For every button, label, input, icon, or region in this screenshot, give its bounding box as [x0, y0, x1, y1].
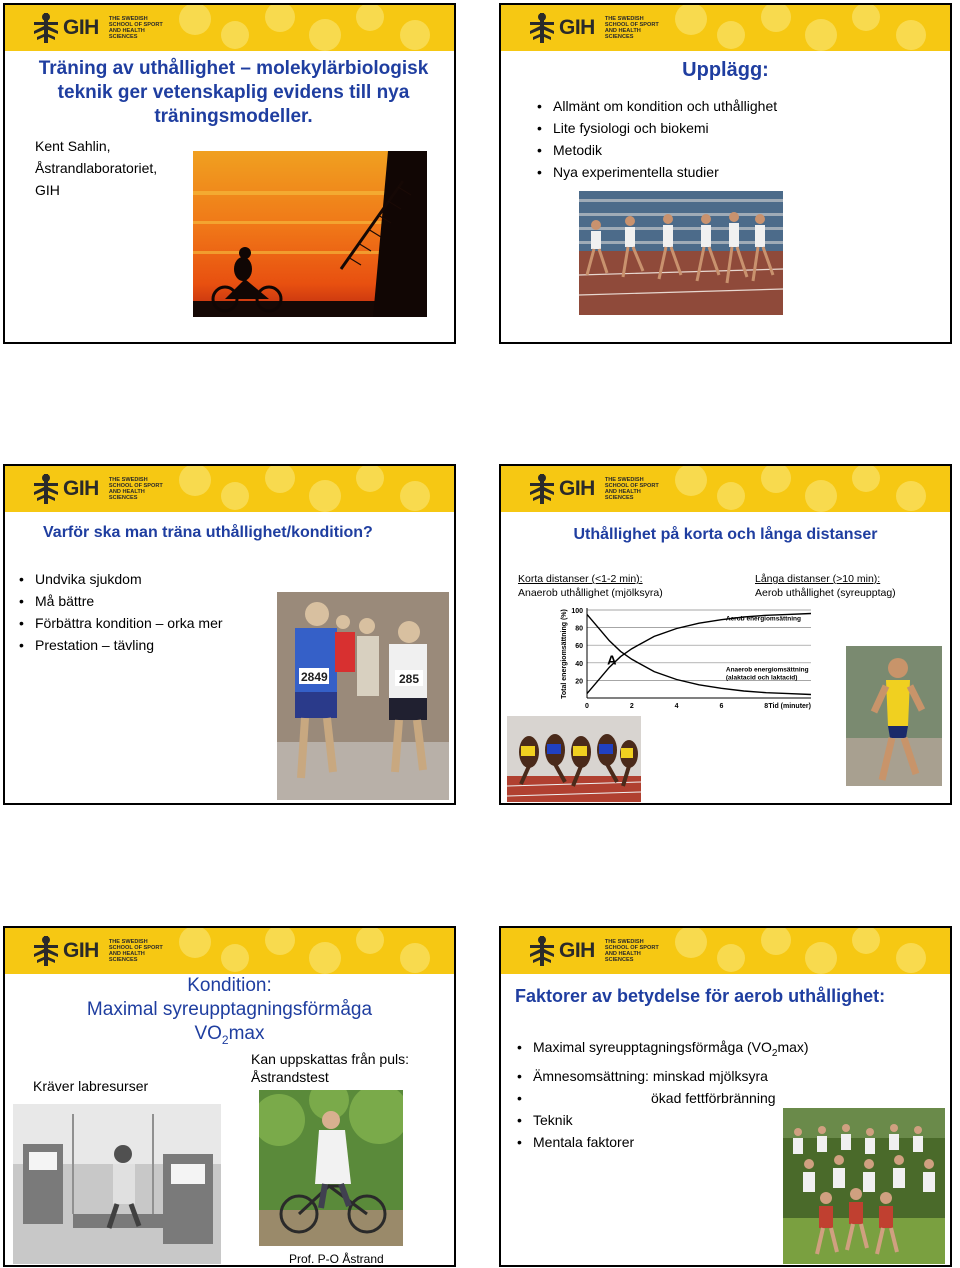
- crown-emblem-icon: [527, 934, 557, 968]
- gih-logo: [31, 9, 169, 47]
- list-item: • Nya experimentella studier: [535, 161, 777, 183]
- author-block: Kent Sahlin, Åstrandlaboratoriet, GIH: [35, 138, 158, 198]
- slide-3-heading: Varför ska man träna uthållighet/kondition?: [43, 524, 373, 541]
- logo-subtitle: THE SWEDISH SCHOOL OF SPORT AND HEALTH SCIENCES: [604, 16, 659, 40]
- slide-header: [5, 466, 454, 512]
- lab-caption: Kräver labresurser: [33, 1078, 149, 1094]
- chart-annotation: A: [607, 652, 617, 668]
- slide-3-varfor: [3, 464, 456, 805]
- x-axis-label: Tid (minuter): [768, 703, 811, 710]
- astrand-cyclist-photo: [259, 1090, 403, 1246]
- list-item: • Må bättre: [17, 590, 223, 612]
- crown-emblem-icon: [31, 11, 61, 45]
- logo-text: GIH: [63, 477, 99, 500]
- slide-header: [501, 5, 950, 51]
- gih-logo: [31, 470, 169, 508]
- reasons-list: [17, 568, 223, 656]
- slide-2-upplagg: [499, 3, 952, 344]
- logo-subtitle: THE SWEDISH SCHOOL OF SPORT AND HEALTH SCIENCES: [108, 477, 163, 501]
- slide-header: [501, 466, 950, 512]
- slide-5-heading: Kondition: Maximal syreupptagningsförmåga $VO_2\max$: [86, 975, 373, 1047]
- list-item: • Teknik: [515, 1109, 935, 1131]
- slide-4-distanser: [499, 464, 952, 805]
- logo-text: GIH: [63, 16, 99, 39]
- crown-emblem-icon: [527, 11, 557, 45]
- logo-subtitle: THE SWEDISH SCHOOL OF SPORT AND HEALTH SCIENCES: [108, 16, 163, 40]
- logo-text: GIH: [559, 477, 595, 500]
- logo-text: GIH: [559, 939, 595, 962]
- y-tick-label: 20: [575, 678, 583, 686]
- list-item: • Förbättra kondition – orka mer: [17, 612, 223, 634]
- logo-text: GIH: [63, 939, 99, 962]
- long-distance-label: Långa distanser (>10 min): Aerob uthållighet (syreupptag): [755, 573, 896, 599]
- logo-subtitle: THE SWEDISH SCHOOL OF SPORT AND HEALTH SCIENCES: [604, 939, 659, 963]
- series-label-aerob: Aerob energiomsättning: [725, 615, 802, 623]
- y-tick-label: 100: [571, 608, 583, 615]
- marathon-crowd-photo: [277, 592, 449, 800]
- y-tick-label: 80: [575, 625, 583, 633]
- crown-emblem-icon: [31, 934, 61, 968]
- cross-country-runners-photo: [783, 1108, 945, 1264]
- list-item: • Allmänt om kondition och uthållighet: [535, 95, 777, 117]
- x-tick-label: 6: [719, 703, 724, 710]
- logo-subtitle: THE SWEDISH SCHOOL OF SPORT AND HEALTH SCIENCES: [604, 477, 659, 501]
- slide-header: [501, 928, 950, 974]
- outline-list: [535, 95, 777, 183]
- photo-caption: Prof. P-O Åstrand: [289, 1252, 384, 1266]
- list-item-continuation: • ökad fettförbränning: [515, 1087, 935, 1109]
- slide-6-faktorer: [499, 926, 952, 1267]
- x-tick-label: 8: [764, 703, 769, 710]
- slide-2-heading: Upplägg:: [682, 59, 769, 81]
- energy-chart: [557, 604, 847, 718]
- list-item: • Lite fysiologi och biokemi: [535, 117, 777, 139]
- y-tick-label: 60: [575, 643, 583, 651]
- series-label-anaerob-sub: (alaktacid och laktacid): [725, 674, 798, 682]
- slide-1-heading: Träning av uthållighet – molekylärbiologisk teknik ger vetenskaplig evidens till nya träningsmodeller.: [38, 58, 429, 127]
- slide-header: [5, 5, 454, 51]
- list-item: • Prestation – tävling: [17, 634, 223, 656]
- list-item: • Mentala faktorer: [515, 1131, 935, 1153]
- bib-number: 2849: [301, 670, 328, 684]
- x-tick-label: 0: [585, 703, 589, 710]
- list-item: • Metodik: [535, 139, 777, 161]
- crown-emblem-icon: [31, 472, 61, 506]
- x-tick-label: 4: [674, 703, 679, 710]
- gih-logo: [31, 932, 169, 970]
- list-item: • Ämnesomsättning: minskad mjölksyra: [515, 1065, 935, 1087]
- gih-logo: [527, 932, 665, 970]
- sprinters-photo: [507, 716, 641, 802]
- x-tick-label: 2: [629, 703, 634, 710]
- series-line-1: [587, 614, 811, 694]
- crown-emblem-icon: [527, 472, 557, 506]
- logo-subtitle: THE SWEDISH SCHOOL OF SPORT AND HEALTH SCIENCES: [108, 939, 163, 963]
- y-tick-label: 40: [575, 660, 583, 668]
- gih-logo: [527, 9, 665, 47]
- y-axis-label: Total energiomsättning (%): [561, 609, 568, 699]
- list-item: • Undvika sjukdom: [17, 568, 223, 590]
- puls-caption: Kan uppskattas från puls: Åstrandstest: [251, 1051, 409, 1085]
- sunset-cyclist-photo: [193, 151, 427, 317]
- female-runner-photo: [846, 646, 942, 786]
- slide-5-kondition: [3, 926, 456, 1267]
- short-distance-label: Korta distanser (<1-2 min): Anaerob uthållighet (mjölksyra): [518, 573, 663, 599]
- series-label-anaerob: Anaerob energiomsättning: [725, 666, 809, 674]
- logo-text: GIH: [559, 16, 595, 39]
- bib-number: 285: [399, 672, 420, 686]
- gih-logo: [527, 470, 665, 508]
- slide-4-heading: Uthållighet på korta och långa distanser: [573, 526, 878, 543]
- list-item: • Maximal syreupptagningsförmåga $(VO_2\max)$: [515, 1036, 935, 1065]
- lab-treadmill-photo: [13, 1104, 221, 1264]
- slide-1-title: [3, 3, 456, 344]
- slide-header: [5, 928, 454, 974]
- slide-6-heading: Faktorer av betydelse för aerob uthållighet:: [515, 986, 886, 1006]
- track-runners-photo: [579, 191, 783, 315]
